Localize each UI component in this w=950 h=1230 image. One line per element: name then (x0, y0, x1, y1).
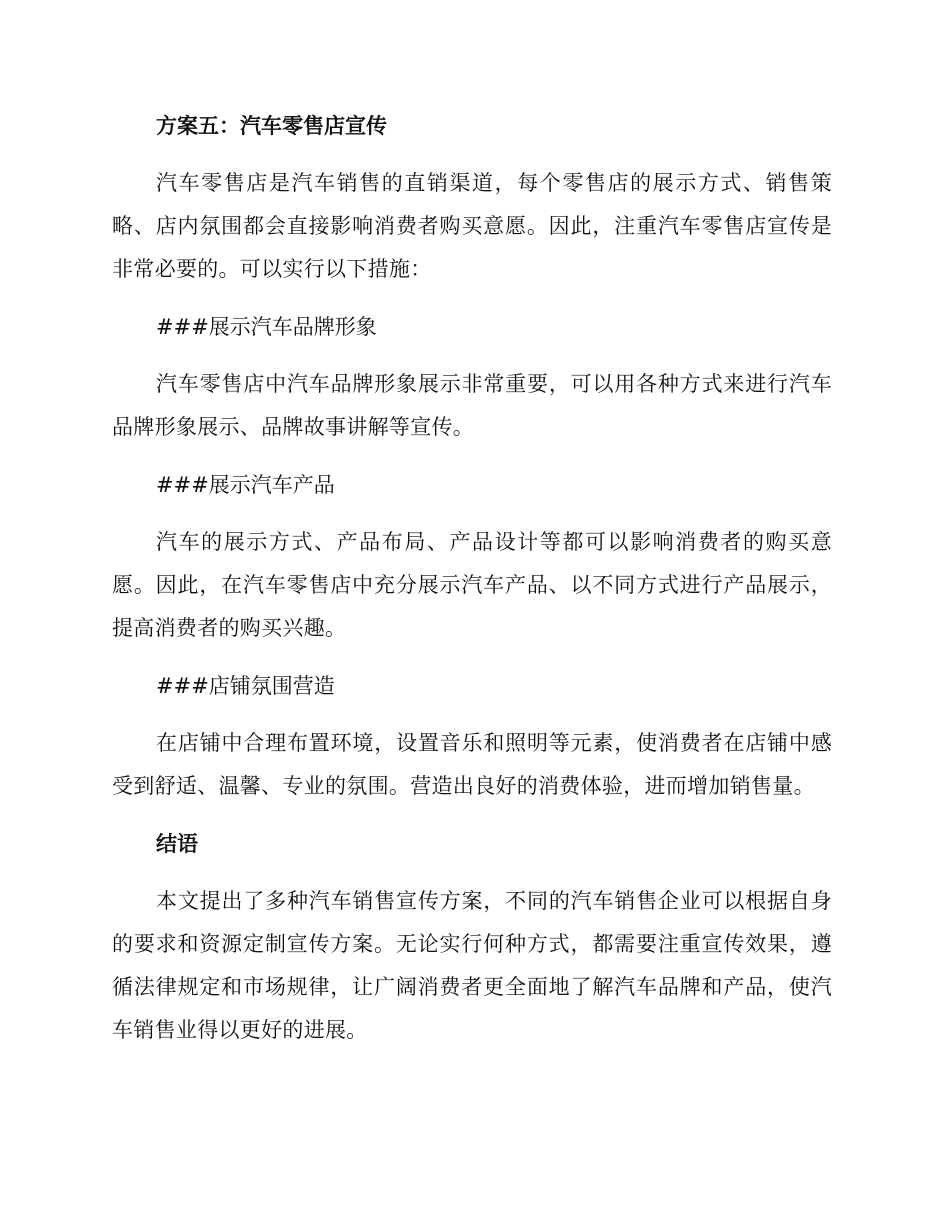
subsection-body-brand-image: 汽车零售店中汽车品牌形象展示非常重要，可以用各种方式来进行汽车品牌形象展示、品牌故事讲解等宣传。 (112, 372, 832, 439)
intro-paragraph: 汽车零售店是汽车销售的直销渠道，每个零售店的展示方式、销售策略、店内氛围都会直接影响消费者购买意愿。因此，注重汽车零售店宣传是非常必要的。可以实行以下措施： (112, 171, 832, 281)
subsection-body-products: 汽车的展示方式、产品布局、产品设计等都可以影响消费者的购买意愿。因此，在汽车零售店中充分展示汽车产品、以不同方式进行产品展示，提高消费者的购买兴趣。 (112, 530, 832, 640)
document-content (112, 108, 832, 1070)
conclusion-paragraph: 本文提出了多种汽车销售宣传方案，不同的汽车销售企业可以根据自身的要求和资源定制宣传方案。无论实行何种方式，都需要注重宣传效果，遵循法律规定和市场规律，让广阔消费者更全面地了解汽车品牌和产品，使汽车销售业得以更好的进展。 (112, 889, 832, 1042)
section-title: 方案五：汽车零售店宣传 (156, 114, 387, 138)
subsection-heading-atmosphere: ###店铺氛围营造 (156, 674, 335, 698)
subsection-body-atmosphere: 在店铺中合理布置环境，设置音乐和照明等元素，使消费者在店铺中感受到舒适、温馨、专业的氛围。营造出良好的消费体验，进而增加销售量。 (112, 731, 832, 798)
conclusion-title: 结语 (156, 832, 198, 856)
subsection-heading-products: ###展示汽车产品 (156, 473, 335, 497)
subsection-heading-brand-image: ###展示汽车品牌形象 (156, 315, 377, 339)
